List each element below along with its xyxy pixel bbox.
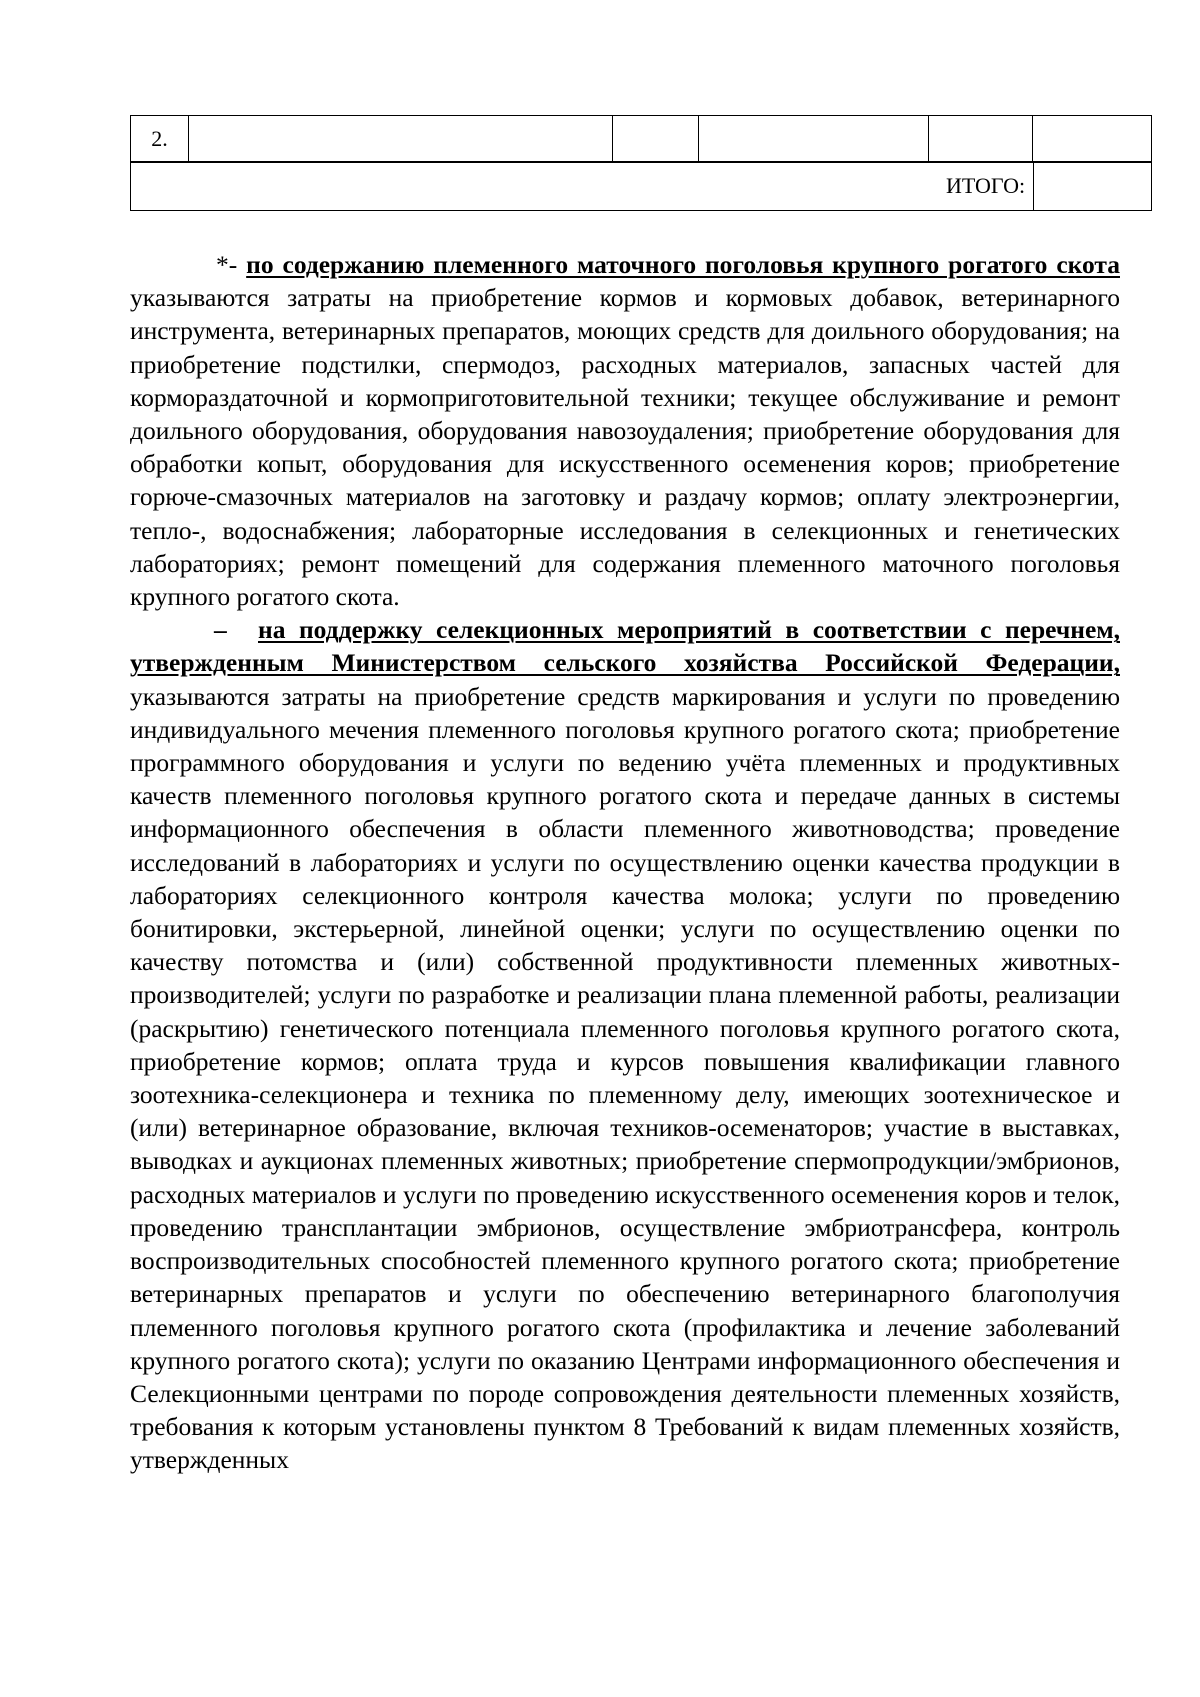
dash-marker: –: [214, 615, 227, 645]
table-total-row: [130, 161, 1152, 211]
paragraph-body: указываются затраты на приобретение кормов и кормовых добавок, ветеринарного инструмента, ветеринарных препаратов, моющих средств для доильного оборудования; на приобретение подстилки, спермодоз, расходных материалов, запасных частей для кормораздаточной и кормоприготовительной техники; текущее обслуживание и ремонт доильного оборудования, оборудования навозоудаления; приобретение оборудования для обработки копыт, оборудования для искусственного осеменения коров; приобретение горюче-смазочных материалов на заготовку и раздачу кормов; оплату электроэнергии, тепло-, водоснабжения; лабораторные исследования в селекционных и генетических лабораториях; ремонт помещений для содержания племенного маточного поголовья крупного рогатого скота.: [130, 283, 1120, 612]
table-cell: [613, 116, 699, 162]
document-body: [130, 248, 1120, 1477]
paragraph-marker: *-: [216, 250, 238, 279]
total-value-cell: [1034, 162, 1152, 210]
table-cell: [929, 116, 1033, 162]
paragraph-body: указываются затраты на приобретение средств маркирования и услуги по проведению индивидуального мечения племенного поголовья крупного рогатого скота; приобретение программного оборудования и услуги по ведению учёта племенных и продуктивных качеств племенного поголовья крупного рогатого скота и передаче данных в системы информационного обеспечения в области племенного животноводства; проведение исследований в лабораториях и услуги по осуществлению оценки качества продукции в лабораториях селекционного контроля качества молока; услуги по проведению бонитировки, экстерьерной, линейной оценки; услуги по осуществлению оценки по качеству потомства и (или) собственной продуктивности племенных животных-производителей; услуги по разработке и реализации плана племенной работы, реализации (раскрытию) генетического потенциала племенного поголовья крупного рогатого скота, приобретение кормов; оплата труда и курсов повышения квалификации главного зоотехника-селекционера и техника по племенному делу, имеющих зоотехническое и (или) ветеринарное образование, включая техников-осеменаторов; участие в выставках, выводках и аукционах племенных животных; приобретение спермопродукции/эмбрионов, расходных материалов и услуги по проведению искусственного осеменения коров и телок, проведению трансплантации эмбрионов, осуществление эмбриотрансфера, контроль воспроизводительных способностей племенного крупного рогатого скота; приобретение ветеринарных препаратов и услуги по обеспечению ветеринарного благополучия племенного поголовья крупного рогатого скота (профилактика и лечение заболеваний крупного рогатого скота); услуги по оказанию Центрами информационного обеспечения и Селекционными центрами по породе сопровождения деятельности племенных хозяйств, требования к которым установлены пунктом 8 Требований к видам племенных хозяйств, утвержденных: [130, 681, 1120, 1475]
table-cell: [699, 116, 929, 162]
row-number-cell: 2.: [131, 116, 189, 162]
table-cell: [1033, 116, 1151, 162]
paragraph-heading: на поддержку селекционных мероприятий в соответствии с перечнем, утвержденным Министерством сельского хозяйства Российской Федерации,: [130, 615, 1120, 678]
paragraph-maintenance: [130, 248, 1120, 613]
table-cell: [189, 116, 613, 162]
paragraph-heading: по содержанию племенного маточного поголовья крупного рогатого скота: [246, 250, 1120, 279]
total-label: ИТОГО:: [131, 162, 1034, 210]
paragraph-selection: [130, 613, 1120, 1476]
table-row: [130, 115, 1152, 163]
